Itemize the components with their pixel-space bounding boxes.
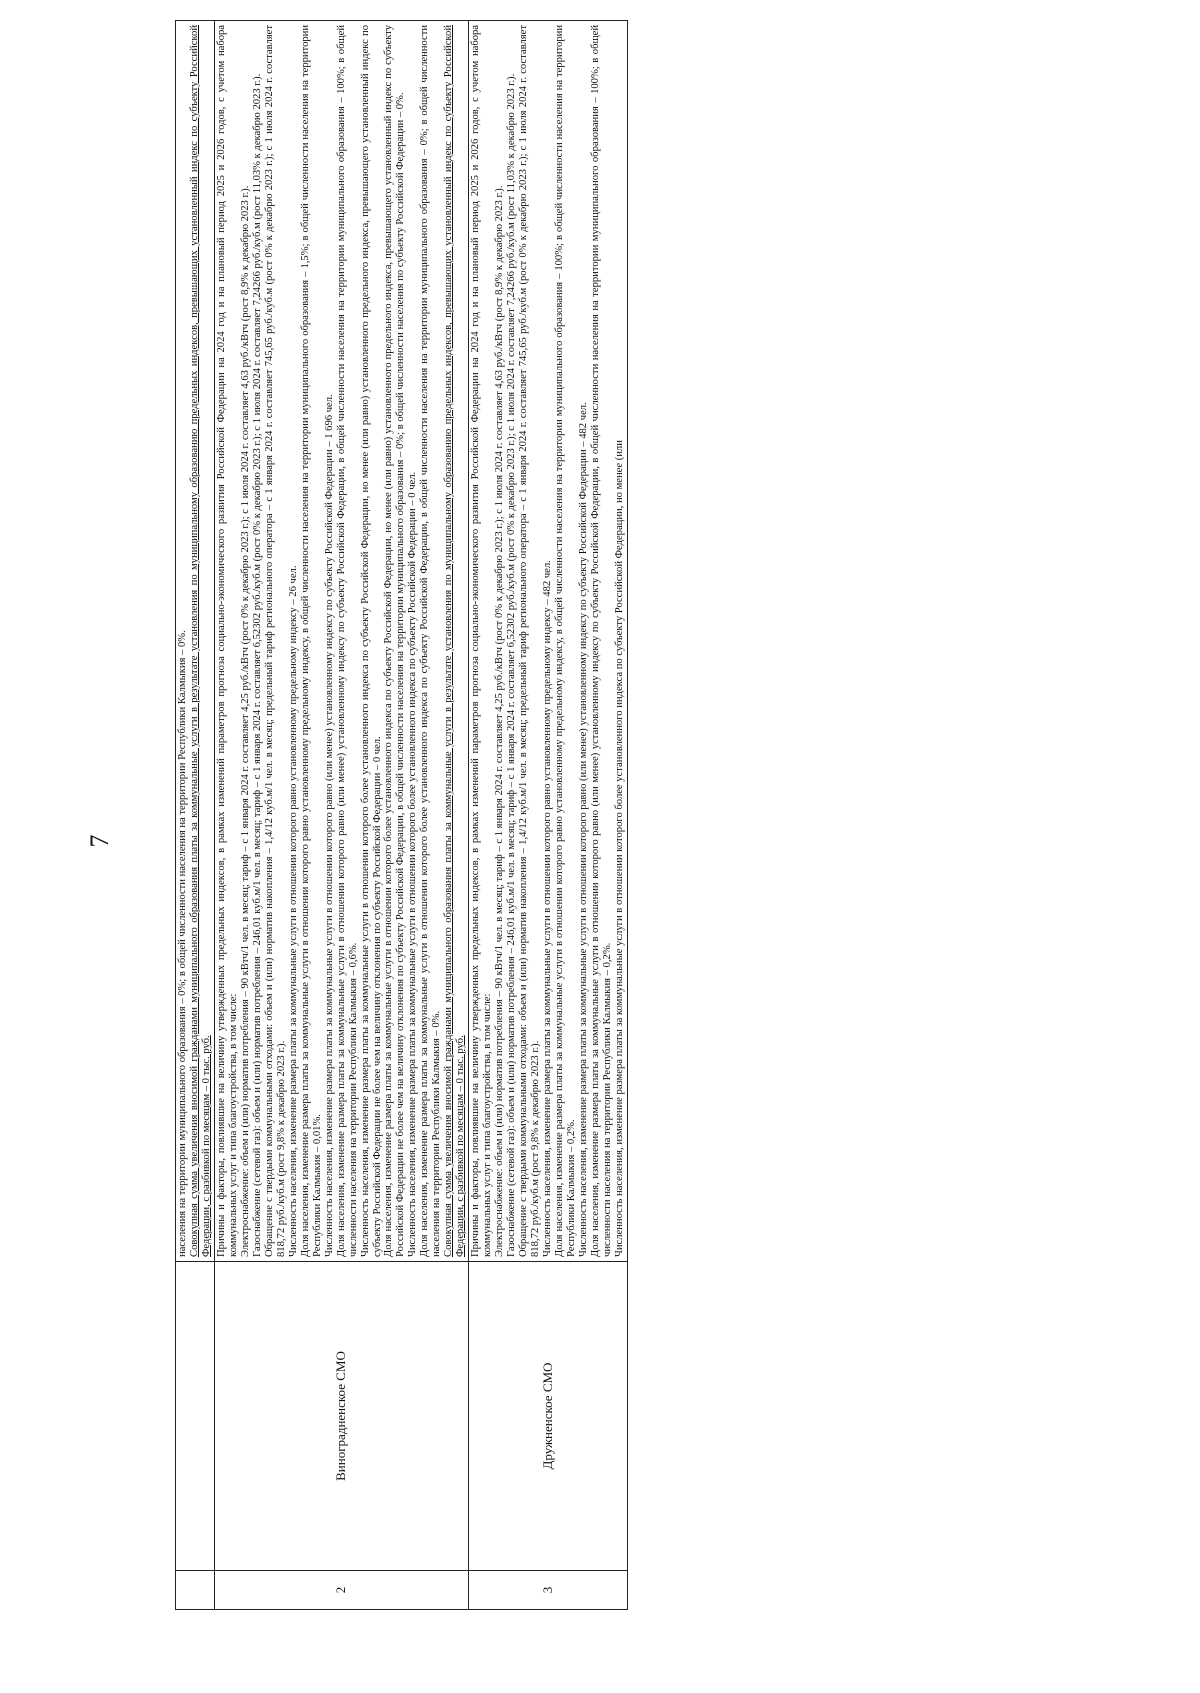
details-paragraph: Обращение с твердыми коммунальными отходами: объем и (или) норматив накопления – 1,4/12 куб.м/1 чел. в месяц; предельный тариф регионального оператора – с 1 января 2024 г. составляет 745,65 руб./куб.м (рост 0% к декабрю 2023 г.); с 1 июля 2024 г. составляет 818,72 руб./куб.м (рост 9,8% к декабрю 2023 г.).: [263, 25, 287, 1257]
details-paragraph: Доля населения, изменение размера платы за коммунальные услуги в отношении которого более установленного индекса по субъекту Российской Федерации, в общей численности населения на территории муниципального образования – 0%; в общей численности населения на территории Республики Калмыкия – 0%.: [419, 25, 443, 1257]
details-paragraph: Газоснабжение (сетевой газ): объем и (или) норматив потребления – 246,01 куб.м/1 чел. в месяц; тариф – с 1 января 2024 г. составляет 6,52302 руб./куб.м (рост 0% к декабрю 2023 г.); с 1 июля 2024 г. составляет 7,24266 руб./куб.м (рост 11,03% к декабрю 2023 г.).: [251, 73, 263, 1257]
table-row: [214, 21, 468, 1610]
municipality-cell: Виноградненское СМО: [214, 1262, 468, 1571]
details-paragraph: Доля населения, изменение размера платы за коммунальные услуги в отношении которого равно установленному предельному индексу, в общей численности населения на территории муниципального образования – 1,5%; в общей численности населения на территории Республики Калмыкия – 0,01%.: [299, 25, 323, 1257]
details-paragraph: Причины и факторы, повлиявшие на величину утвержденных предельных индексов, в рамках изменений параметров прогноза социально-экономического развития Российской Федерации на 2024 год и на плановый период 2025 и 2026 годов, с учетом набора коммунальных услуг и типа благоустройства, в том числе:: [215, 25, 239, 1257]
row-number-cell: [176, 1571, 215, 1610]
details-paragraph: Причины и факторы, повлиявшие на величину утвержденных предельных индексов, в рамках изменений параметров прогноза социально-экономического развития Российской Федерации на 2024 год и на плановый период 2025 и 2026 годов, с учетом набора коммунальных услуг и типа благоустройства, в том числе:: [470, 25, 494, 1257]
indices-table: [175, 20, 628, 1610]
details-paragraph: Численность населения, изменение размера платы за коммунальные услуги в отношении которого более установленного индекса по субъекту Российской Федерации, но менее (или: [613, 440, 625, 1257]
continued-paragraph: населения на территории муниципального образования – 0%; в общей численности населения на территории Республики Калмыкия – 0%.: [177, 630, 188, 1257]
municipality-cell: [176, 1262, 215, 1571]
details-paragraph: Совокупная сумма увеличения вносимой гражданами муниципального образования платы за коммунальные услуги в результате установления по муниципальному образованию предельных индексов, превышающих установленный индекс по субъекту Российской Федерации, с разбивкой по месяцам – 0 тыс. руб.: [443, 25, 467, 1257]
continued-paragraph: Совокупная сумма увеличения вносимой гражданами муниципального образования платы за коммунальные услуги в результате установления по муниципальному образованию предельных индексов, превышающих установленный индекс по субъекту Российской Федерации, с разбивкой по месяцам – 0 тыс. руб.: [188, 25, 212, 1257]
details-cell: [469, 21, 628, 1262]
details-paragraph: Численность населения, изменение размера платы за коммунальные услуги в отношении которого равно установленному предельному индексу – 26 чел.: [287, 565, 299, 1257]
details-paragraph: Электроснабжение: объем и (или) норматив потребления – 90 кВтч/1 чел. в месяц; тариф – с 1 января 2024 г. составляет 4,25 руб./кВтч (рост 0% к декабрю 2023 г.); с 1 июля 2024 г. составляет 4,63 руб./кВтч (рост 8,9% к декабрю 2023 г.).: [239, 185, 251, 1257]
details-paragraph: Численность населения, изменение размера платы за коммунальные услуги в отношении которого равно установленному предельному индексу – 482 чел.: [542, 560, 554, 1257]
details-paragraph: Численность населения, изменение размера платы за коммунальные услуги в отношении которого более установленного индекса по субъекту Российской Федерации – 0 чел.: [407, 471, 419, 1257]
details-cell: [214, 21, 468, 1262]
table-row: [469, 21, 628, 1610]
details-paragraph: Доля населения, изменение размера платы за коммунальные услуги в отношении которого равно (или менее) установленному индексу по субъекту Российской Федерации, в общей численности населения на территории муниципального образования – 100%; в общей численности населения на территории Республики Калмыкия – 0,6%.: [335, 25, 359, 1257]
details-paragraph: Численность населения, изменение размера платы за коммунальные услуги в отношении которого более установленного индекса по субъекту Российской Федерации, но менее (или равно) установленного предельного индекса, превышающего установленный индекс по субъекту Российской Федерации не более чем на величину отклонения по субъекту Российской Федерации – 0 чел.: [359, 25, 383, 1257]
details-paragraph: Доля населения, изменение размера платы за коммунальные услуги в отношении которого равно установленному предельному индексу, в общей численности населения на территории муниципального образования – 100%; в общей численности населения на территории Республики Калмыкия – 0,2%.: [554, 25, 577, 1257]
details-paragraph: Доля населения, изменение размера платы за коммунальные услуги в отношении которого равно (или менее) установленному индексу по субъекту Российской Федерации, в общей численности населения на территории муниципального образования – 100%; в общей численности населения на территории Республики Калмыкия – 0,2%.: [589, 25, 613, 1257]
details-paragraph: Численность населения, изменение размера платы за коммунальные услуги в отношении которого равно (или менее) установленному индексу по субъекту Российской Федерации – 482 чел.: [577, 402, 589, 1257]
details-cell: [176, 21, 215, 1262]
details-paragraph: Доля населения, изменение размера платы за коммунальные услуги в отношении которого более установленного индекса по субъекту Российской Федерации, но менее (или равно) установленного предельного индекса, превышающего установленный индекс по субъекту Российской Федерации не более чем на величину отклонения по субъекту Российской Федерации, в общей численности населения на территории муниципального образования – 0%; в общей численности населения по субъекту Российской Федерации – 0%.: [383, 25, 407, 1257]
row-number-cell: 2: [214, 1571, 468, 1610]
rotated-table-wrapper: [175, 20, 975, 1610]
details-paragraph: Обращение с твердыми коммунальными отходами: объем и (или) норматив накопления – 1,4/12 куб.м/1 чел. в месяц; предельный тариф регионального оператора – с 1 января 2024 г. составляет 745,65 руб./куб.м (рост 0% к декабрю 2023 г.); с 1 июля 2024 г. составляет 818,72 руб./куб.м (рост 9,8% к декабрю 2023 г.).: [518, 25, 542, 1257]
row-number-cell: 3: [469, 1571, 628, 1610]
page-number: 7: [85, 834, 114, 848]
details-paragraph: Численность населения, изменение размера платы за коммунальные услуги в отношении которого равно (или менее) установленному индексу по субъекту Российской Федерации – 1 696 чел.: [323, 394, 335, 1257]
table-row-continued: [176, 21, 215, 1610]
details-paragraph: Электроснабжение: объем и (или) норматив потребления – 90 кВтч/1 чел. в месяц; тариф – с 1 января 2024 г. составляет 4,25 руб./кВтч (рост 0% к декабрю 2023 г.); с 1 июля 2024 г. составляет 4,63 руб./кВтч (рост 8,9% к декабрю 2023 г.).: [494, 185, 506, 1257]
municipality-cell: Дружненское СМО: [469, 1262, 628, 1571]
details-paragraph: Газоснабжение (сетевой газ): объем и (или) норматив потребления – 246,01 куб.м/1 чел. в месяц; тариф – с 1 января 2024 г. составляет 6,52302 руб./куб.м (рост 0% к декабрю 2023 г.); с 1 июля 2024 г. составляет 7,24266 руб./куб.м (рост 11,03% к декабрю 2023 г.).: [506, 73, 518, 1257]
